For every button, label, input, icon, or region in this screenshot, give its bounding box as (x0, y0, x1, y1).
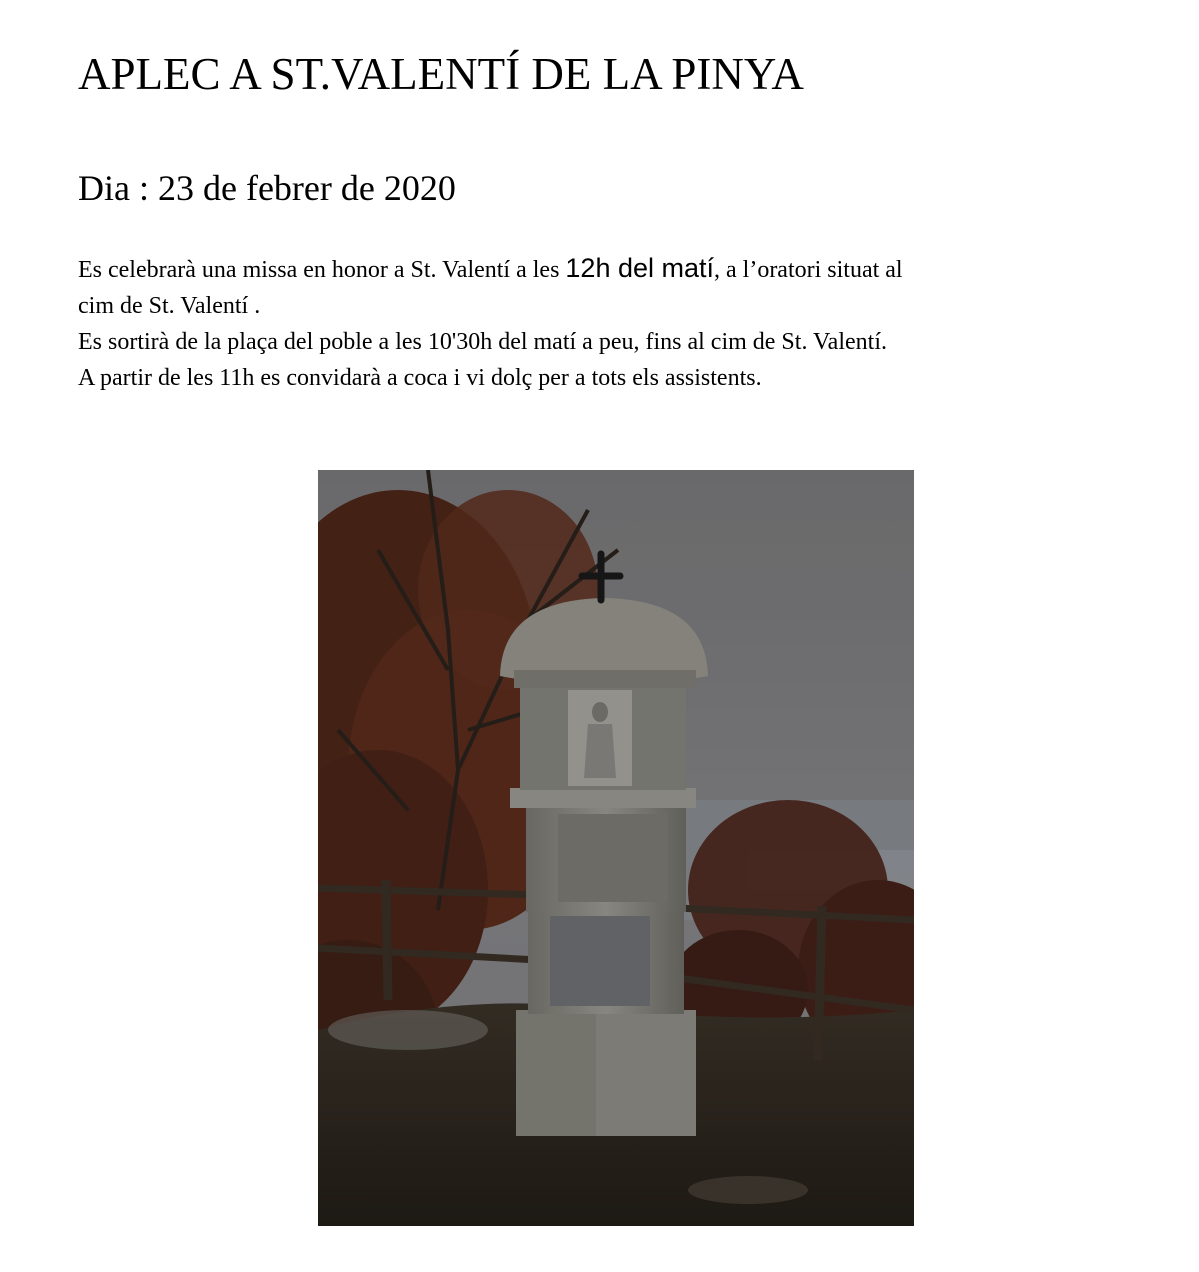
page-title: APLEC A ST.VALENTÍ DE LA PINYA (78, 49, 804, 99)
description-line-2: cim de St. Valentí . (78, 293, 261, 319)
oratory-photo (318, 470, 914, 1226)
description-line-1 (78, 250, 1168, 288)
event-date: Dia : 23 de febrer de 2020 (78, 168, 456, 208)
mass-location-text: , a l’oratori situat al (714, 257, 903, 283)
mass-text: Es celebrarà una missa en honor a St. Valentí a les (78, 257, 566, 283)
mass-time: 12h del matí (565, 253, 714, 283)
event-description (78, 250, 1168, 396)
description-line-3: Es sortirà de la plaça del poble a les 10'30h del matí a peu, fins al cim de St. Valentí. (78, 329, 887, 355)
description-line-4: A partir de les 11h es convidarà a coca i vi dolç per a tots els assistents. (78, 365, 762, 391)
oratory-illustration (318, 470, 914, 1226)
